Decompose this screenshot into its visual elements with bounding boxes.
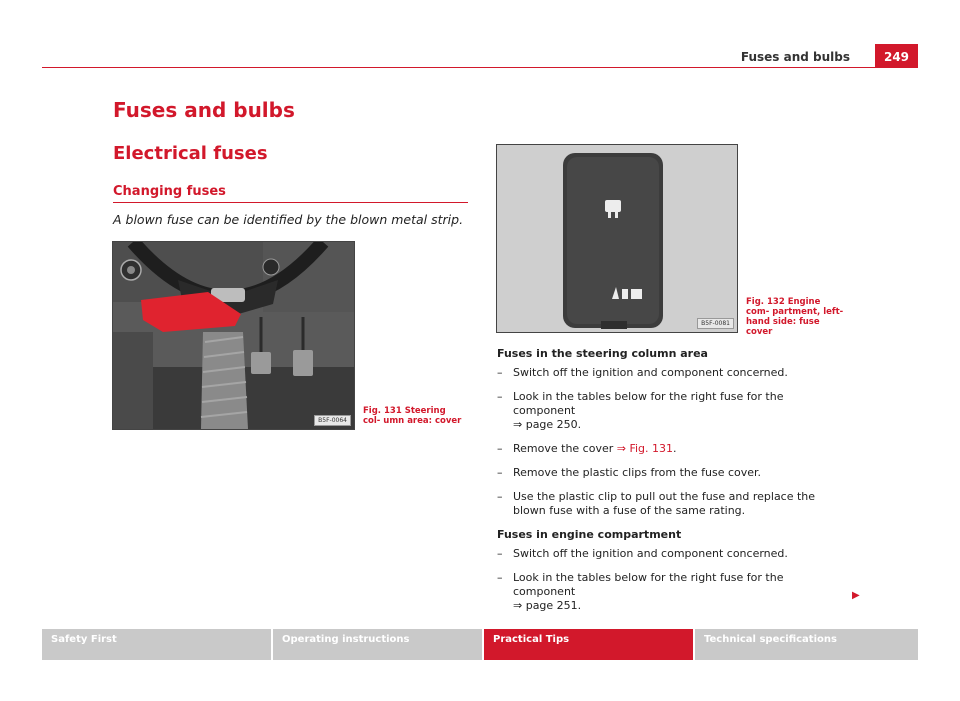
- figure-131-code: B5F-0064: [314, 415, 351, 426]
- instructions-column: [497, 347, 847, 623]
- page-number: 249: [875, 44, 918, 68]
- tab-operating-instructions[interactable]: Operating instructions: [273, 629, 482, 660]
- running-header-section: Fuses and bulbs: [740, 50, 850, 64]
- list-item: – Remove the cover ⇒ Fig. 131.: [497, 442, 677, 455]
- steering-column-heading: Fuses in the steering column area: [497, 347, 708, 360]
- figure-132-image: [496, 144, 738, 333]
- steering-column-illustration: [113, 242, 354, 429]
- figure-132-code: B5F-0081: [697, 318, 734, 329]
- figure-132-caption: Fig. 132 Engine com- partment, left-hand side: fuse cover: [746, 297, 844, 337]
- intro-text: A blown fuse can be identified by the blown metal strip.: [113, 212, 464, 227]
- subsection-rule: [113, 202, 468, 203]
- list-item: – Switch off the ignition and component concerned.: [497, 547, 788, 560]
- page-reference-link[interactable]: ⇒ page 250.: [513, 418, 582, 431]
- tab-practical-tips[interactable]: Practical Tips: [484, 629, 693, 660]
- subsection-title: Changing fuses: [113, 184, 226, 199]
- continue-arrow-icon: ▶: [852, 590, 860, 601]
- list-item: – Look in the tables below for the right fuse for the component ⇒ page 250.: [497, 390, 784, 431]
- list-item: – Remove the plastic clips from the fuse cover.: [497, 466, 762, 479]
- footer-tabs: [42, 629, 918, 660]
- tab-technical-specifications[interactable]: Technical specifications: [695, 629, 918, 660]
- header-rule: [42, 67, 918, 68]
- tab-safety-first[interactable]: Safety First: [42, 629, 271, 660]
- list-item: – Use the plastic clip to pull out the fuse and replace the blown fuse with a fuse of the same rating.: [497, 490, 816, 517]
- section-title: Electrical fuses: [113, 143, 268, 164]
- figure-131-caption: Fig. 131 Steering col- umn area: cover: [363, 406, 462, 426]
- chapter-title: Fuses and bulbs: [113, 98, 295, 122]
- list-item: – Switch off the ignition and component concerned.: [497, 366, 788, 379]
- list-item: – Look in the tables below for the right fuse for the component ⇒ page 251.: [497, 571, 784, 612]
- figure-131-image: [112, 241, 355, 430]
- page-reference-link[interactable]: ⇒ page 251.: [513, 599, 582, 612]
- engine-compartment-heading: Fuses in engine compartment: [497, 528, 682, 541]
- fuse-cover-illustration: [497, 145, 737, 332]
- figure-reference-link[interactable]: ⇒ Fig. 131: [616, 442, 674, 455]
